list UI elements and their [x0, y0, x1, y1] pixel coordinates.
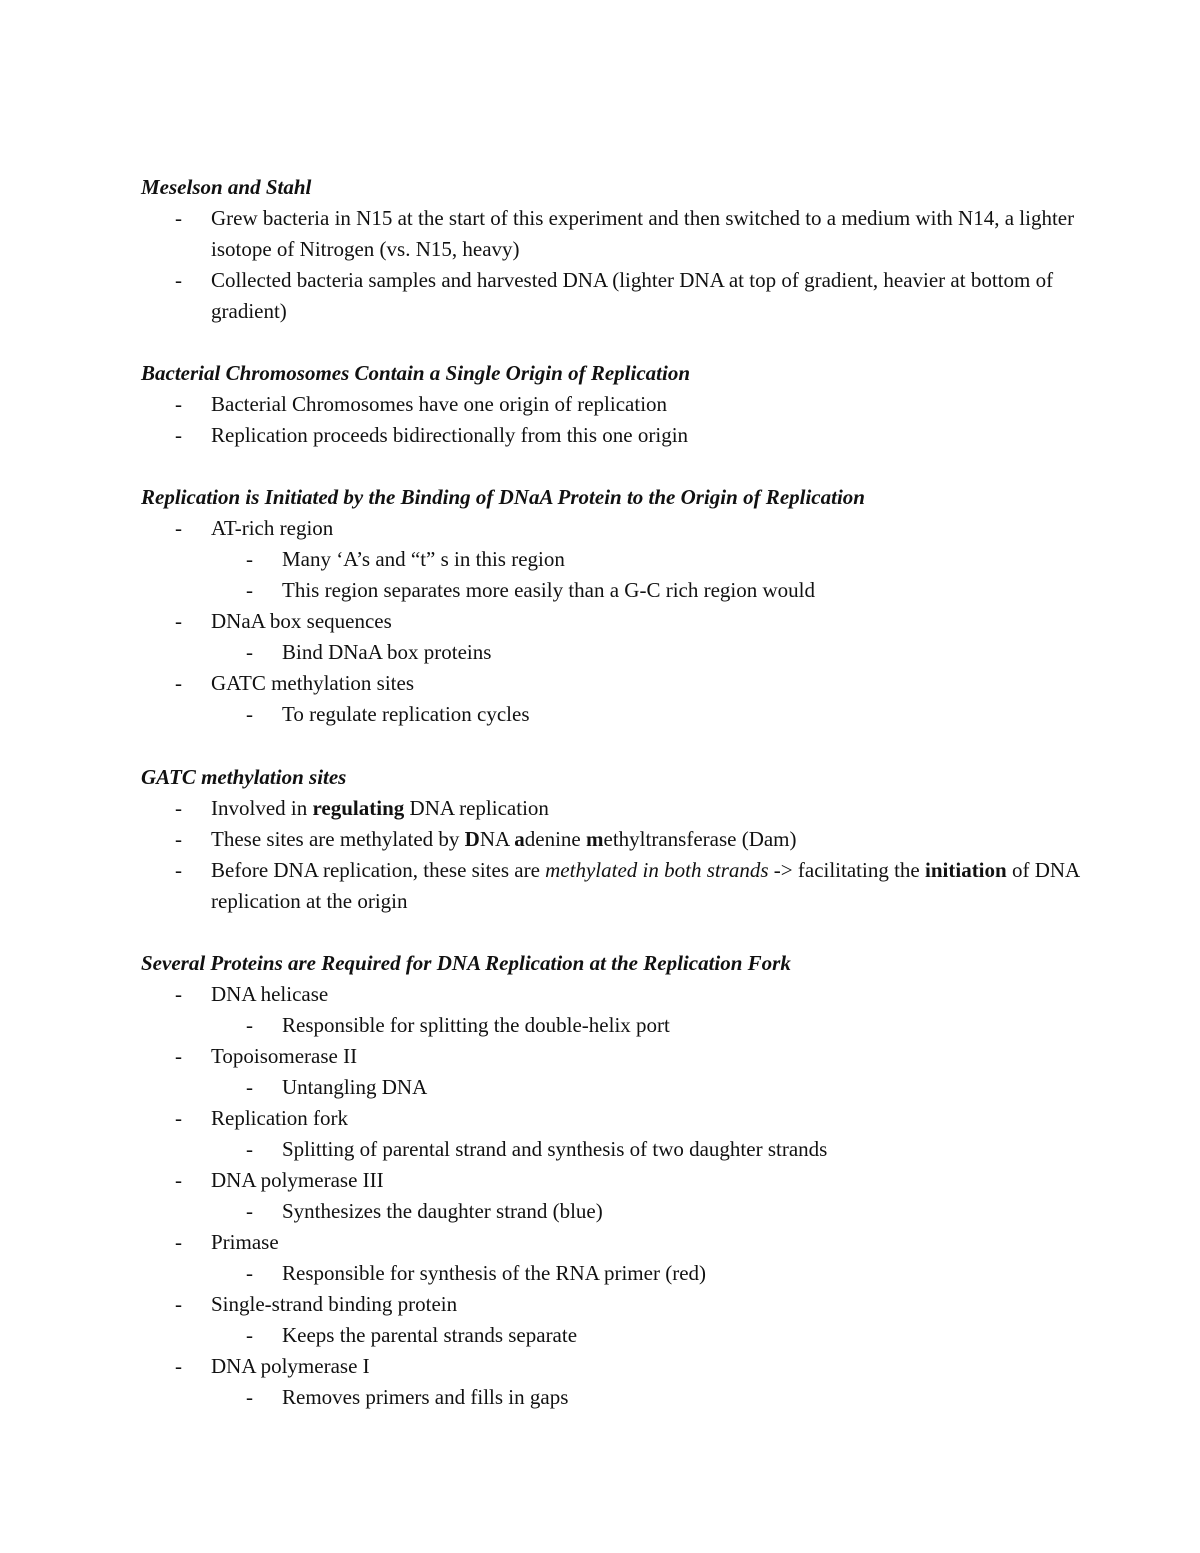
bullet-dash: -: [175, 827, 182, 851]
section-heading: Bacterial Chromosomes Contain a Single Origin of Replication: [141, 361, 690, 385]
text-run: -> facilitating the: [768, 858, 926, 882]
list-item: [141, 1289, 1081, 1320]
bullet-dash: -: [246, 547, 253, 571]
list-item-text: [211, 796, 549, 820]
list-item: [141, 1227, 1081, 1258]
list-item: [141, 389, 1081, 420]
list-item-text: GATC methylation sites: [211, 671, 414, 695]
sub-list-item: [141, 1258, 1081, 1289]
sub-list-item: [141, 1072, 1081, 1103]
bullet-dash: -: [175, 609, 182, 633]
sub-list-item: [141, 1320, 1081, 1351]
list-item-text: [211, 858, 1079, 913]
list-item-text: Bacterial Chromosomes have one origin of replication: [211, 392, 668, 416]
bullet-dash: -: [246, 1075, 253, 1099]
bullet-dash: -: [175, 796, 182, 820]
bullet-dash: -: [246, 702, 253, 726]
sub-list-item-text: Bind DNaA box proteins: [282, 640, 492, 664]
list-item-text: Single-strand binding protein: [211, 1292, 458, 1316]
list-item: [141, 793, 1081, 824]
bullet-dash: -: [175, 1168, 182, 1192]
list-item: [141, 1103, 1081, 1134]
sub-list-item-text: Many ‘A’s and “t” s in this region: [282, 547, 565, 571]
text-run: Involved in: [211, 796, 313, 820]
bullet-dash: -: [175, 423, 182, 447]
list-item-text: DNA polymerase I: [211, 1354, 370, 1378]
sub-list-item-text: This region separates more easily than a G-C rich region would: [282, 578, 816, 602]
list-item: [141, 668, 1081, 699]
bullet-dash: -: [175, 671, 182, 695]
sub-list-item-text: Removes primers and fills in gaps: [282, 1385, 569, 1409]
text-run: NA: [479, 827, 515, 851]
sub-list-item: [141, 1010, 1081, 1041]
section-heading: Replication is Initiated by the Binding of DNaA Protein to the Origin of Replication: [141, 485, 865, 509]
sub-list-item: [141, 637, 1081, 668]
text-run: Before DNA replication, these sites are: [211, 858, 546, 882]
sub-list-item: [141, 1382, 1081, 1413]
list-item: [141, 420, 1081, 451]
sub-list-item-text: Untangling DNA: [282, 1075, 428, 1099]
bullet-dash: -: [246, 578, 253, 602]
text-run: denine: [524, 827, 587, 851]
list-item-text: Collected bacteria samples and harvested DNA (lighter DNA at top of gradient, heavier at bottom of gradient): [211, 268, 1054, 323]
bold-text: a: [514, 827, 525, 851]
sub-list-item: [141, 699, 1081, 730]
list-item: [141, 855, 1081, 917]
bullet-dash: -: [175, 1106, 182, 1130]
sub-list-item: [141, 1196, 1081, 1227]
list-item: [141, 979, 1081, 1010]
list-item: [141, 824, 1081, 855]
list-item: [141, 203, 1081, 265]
list-item-text: Grew bacteria in N15 at the start of this experiment and then switched to a medium with N14, a lighter isotope of Nitrogen (vs. N15, heavy): [211, 206, 1075, 261]
list-item-text: Topoisomerase II: [211, 1044, 358, 1068]
list-item: [141, 265, 1081, 327]
bullet-dash: -: [175, 1354, 182, 1378]
bold-text: regulating: [312, 796, 405, 820]
sub-list-item: [141, 544, 1081, 575]
sub-list-item: [141, 575, 1081, 606]
bullet-dash: -: [246, 1323, 253, 1347]
sub-list-item-text: Keeps the parental strands separate: [282, 1323, 578, 1347]
list-item-text: DNA polymerase III: [211, 1168, 384, 1192]
bullet-dash: -: [175, 392, 182, 416]
bold-text: m: [586, 827, 604, 851]
bullet-dash: -: [175, 206, 182, 230]
list-item-text: Primase: [211, 1230, 279, 1254]
bullet-dash: -: [246, 1137, 253, 1161]
list-item-text: [211, 827, 797, 851]
bullet-dash: -: [246, 1261, 253, 1285]
bullet-dash: -: [246, 640, 253, 664]
text-run: ethyltransferase (Dam): [603, 827, 797, 851]
list-item: [141, 1041, 1081, 1072]
list-item-text: DNaA box sequences: [211, 609, 392, 633]
section-single-origin: [141, 358, 1081, 451]
section-heading: Meselson and Stahl: [141, 175, 312, 199]
bullet-dash: -: [175, 1044, 182, 1068]
text-run: These sites are methylated by: [211, 827, 465, 851]
bullet-dash: -: [246, 1013, 253, 1037]
italic-text: methylated in both strands: [545, 858, 769, 882]
bullet-dash: -: [175, 1230, 182, 1254]
sub-list-item-text: Responsible for splitting the double-helix port: [282, 1013, 670, 1037]
list-item-text: AT-rich region: [211, 516, 334, 540]
bullet-dash: -: [175, 516, 182, 540]
list-item-text: DNA helicase: [211, 982, 329, 1006]
list-item: [141, 1165, 1081, 1196]
text-run: DNA replication: [404, 796, 549, 820]
section-heading: GATC methylation sites: [141, 765, 347, 789]
list-item-text: Replication fork: [211, 1106, 349, 1130]
bullet-dash: -: [175, 982, 182, 1006]
list-item: [141, 1351, 1081, 1382]
bold-text: initiation: [925, 858, 1007, 882]
bold-text: D: [464, 827, 480, 851]
section-heading: Several Proteins are Required for DNA Replication at the Replication Fork: [141, 951, 791, 975]
bullet-dash: -: [175, 268, 182, 292]
section-replication-fork-proteins: [141, 948, 1081, 1413]
sub-list-item: [141, 1134, 1081, 1165]
section-dnaa-initiation: [141, 482, 1081, 730]
sub-list-item-text: To regulate replication cycles: [282, 702, 530, 726]
bullet-dash: -: [246, 1385, 253, 1409]
text-run: of DNA replication at the origin: [211, 858, 1080, 913]
section-gatc-methylation: [141, 762, 1081, 917]
list-item: [141, 513, 1081, 544]
section-meselson-stahl: [141, 172, 1081, 327]
bullet-dash: -: [246, 1199, 253, 1223]
bullet-dash: -: [175, 858, 182, 882]
sub-list-item-text: Synthesizes the daughter strand (blue): [282, 1199, 603, 1223]
list-item: [141, 606, 1081, 637]
sub-list-item-text: Splitting of parental strand and synthesis of two daughter strands: [282, 1137, 828, 1161]
list-item-text: Replication proceeds bidirectionally from this one origin: [211, 423, 689, 447]
sub-list-item-text: Responsible for synthesis of the RNA primer (red): [282, 1261, 707, 1285]
bullet-dash: -: [175, 1292, 182, 1316]
